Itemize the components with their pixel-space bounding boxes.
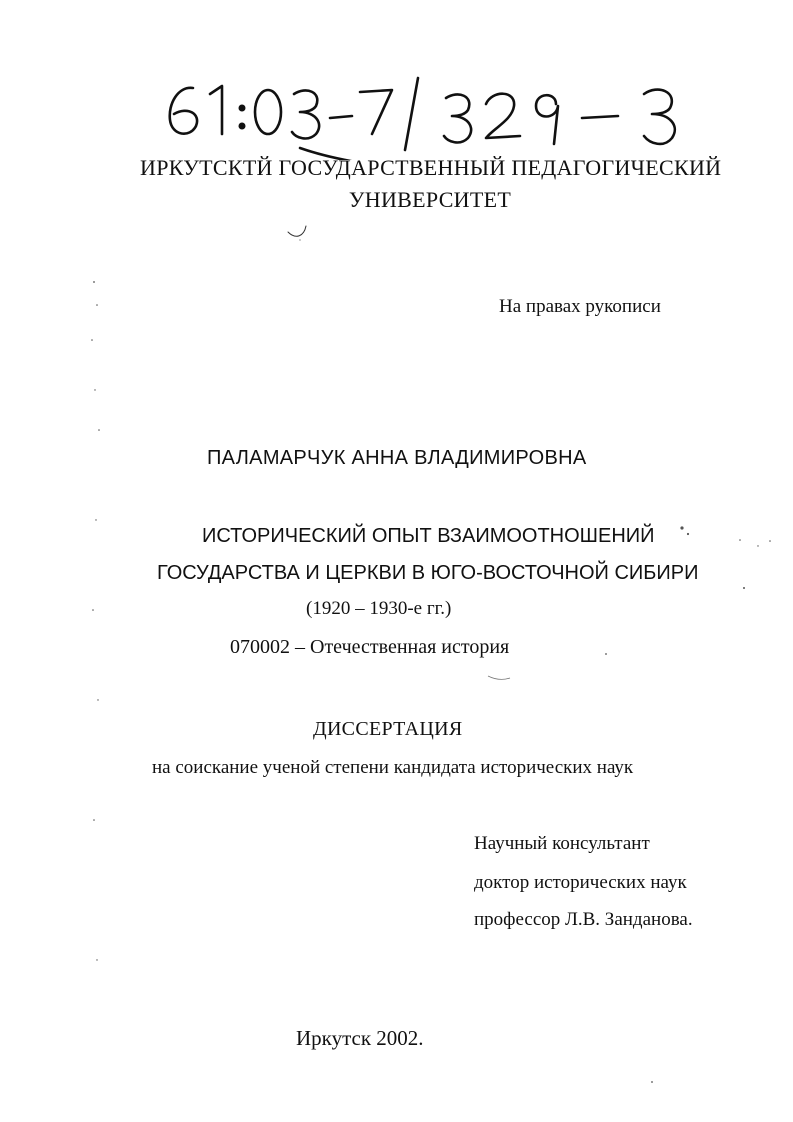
- degree-line: на соискание ученой степени кандидата исторических наук: [152, 757, 634, 778]
- dissertation-title-line2: ГОСУДАРСТВА И ЦЕРКВИ В ЮГО-ВОСТОЧНОЙ СИБИРИ: [157, 562, 699, 584]
- document-type: ДИССЕРТАЦИЯ: [313, 718, 463, 740]
- consultant-label: Научный консультант: [474, 833, 650, 854]
- university-name: [140, 152, 720, 216]
- consultant-name: профессор Л.В. Занданова.: [474, 909, 693, 930]
- author-name: ПАЛАМАРЧУК АННА ВЛАДИМИРОВНА: [207, 447, 587, 469]
- dissertation-title-line1: ИСТОРИЧЕСКИЙ ОПЫТ ВЗАИМООТНОШЕНИЙ: [202, 525, 655, 547]
- consultant-title: доктор исторических наук: [474, 872, 687, 893]
- handwritten-catalog-number: [0, 0, 793, 160]
- rights-note: На правах рукописи: [499, 296, 661, 317]
- university-line1: ИРКУТСКТЙ ГОСУДАРСТВЕННЫЙ ПЕДАГОГИЧЕСКИЙ: [140, 155, 722, 180]
- city-year: Иркутск 2002.: [296, 1026, 424, 1050]
- dissertation-years: (1920 – 1930-е гг.): [306, 598, 452, 619]
- university-line2: УНИВЕРСИТЕТ: [348, 187, 512, 212]
- specialty-code: 070002 – Отечественная история: [230, 636, 510, 658]
